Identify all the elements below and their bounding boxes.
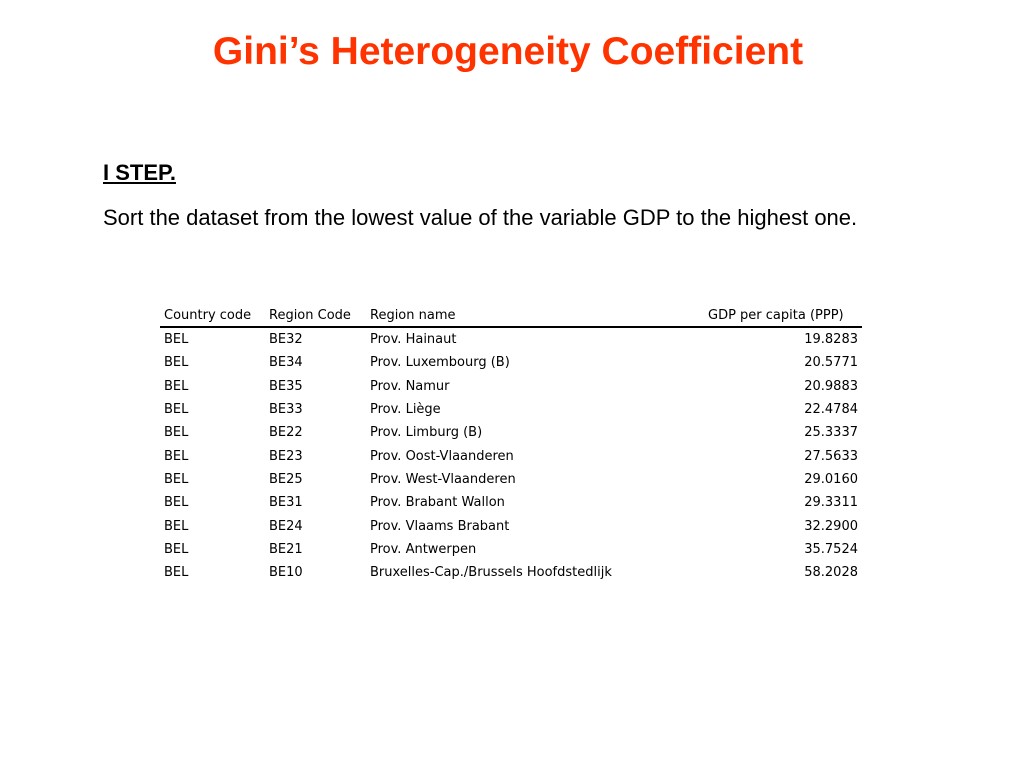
cell-country-code: BEL [164,355,189,371]
cell-region-code: BE22 [269,425,303,441]
cell-region-code: BE34 [269,355,303,371]
cell-country-code: BEL [164,541,189,557]
cell-region-code: BE21 [269,541,303,557]
step-heading: I STEP. [103,160,176,185]
table-row [160,351,862,374]
table-row [160,421,862,444]
header-country-code: Country code [160,304,265,327]
cell-gdp: 32.2900 [804,518,858,534]
cell-region-code: BE33 [269,402,303,418]
cell-region-name: Prov. Oost-Vlaanderen [370,448,514,464]
table-row [160,538,862,561]
cell-gdp: 20.5771 [804,355,858,371]
cell-gdp: 20.9883 [804,378,858,394]
cell-region-name: Prov. Antwerpen [370,541,477,557]
cell-country-code: BEL [164,471,189,487]
cell-region-name: Bruxelles-Cap./Brussels Hoofdstedlijk [370,565,612,581]
cell-gdp: 35.7524 [804,541,858,557]
cell-gdp: 29.3311 [804,495,858,511]
cell-region-name: Prov. Liège [370,402,441,418]
cell-gdp: 58.2028 [804,565,858,581]
cell-region-code: BE32 [269,332,303,348]
header-region-code: Region Code [265,304,366,327]
cell-region-name: Prov. Brabant Wallon [370,495,505,511]
cell-region-name: Prov. Vlaams Brabant [370,518,510,534]
cell-region-name: Prov. Hainaut [370,332,457,348]
cell-region-code: BE10 [269,565,303,581]
cell-gdp: 25.3337 [804,425,858,441]
table-row [160,468,862,491]
table-row [160,514,862,537]
cell-gdp: 22.4784 [804,402,858,418]
table-row [160,375,862,398]
cell-country-code: BEL [164,402,189,418]
table-row [160,327,862,351]
cell-region-code: BE35 [269,378,303,394]
slide-title: Gini’s Heterogeneity Coefficient [212,30,804,73]
cell-region-code: BE31 [269,495,303,511]
cell-region-name: Prov. Luxembourg (B) [370,355,510,371]
cell-gdp: 29.0160 [804,471,858,487]
cell-region-code: BE25 [269,471,303,487]
cell-country-code: BEL [164,495,189,511]
table-header-row [160,304,862,327]
cell-region-code: BE24 [269,518,303,534]
table-body [160,327,862,584]
cell-gdp: 27.5633 [804,448,858,464]
cell-country-code: BEL [164,425,189,441]
step-instruction: Sort the dataset from the lowest value of the variable GDP to the highest one. [103,205,858,230]
table-row [160,561,862,584]
cell-gdp: 19.8283 [804,332,858,348]
cell-country-code: BEL [164,565,189,581]
header-gdp: GDP per capita (PPP) [692,304,862,327]
table-row [160,398,862,421]
cell-region-name: Prov. Namur [370,378,450,394]
cell-region-code: BE23 [269,448,303,464]
table-row [160,491,862,514]
cell-country-code: BEL [164,378,189,394]
table-row [160,444,862,467]
cell-region-name: Prov. West-Vlaanderen [370,471,516,487]
cell-country-code: BEL [164,518,189,534]
cell-region-name: Prov. Limburg (B) [370,425,483,441]
gdp-table [160,304,862,584]
header-region-name: Region name [366,304,692,327]
cell-country-code: BEL [164,332,189,348]
cell-country-code: BEL [164,448,189,464]
